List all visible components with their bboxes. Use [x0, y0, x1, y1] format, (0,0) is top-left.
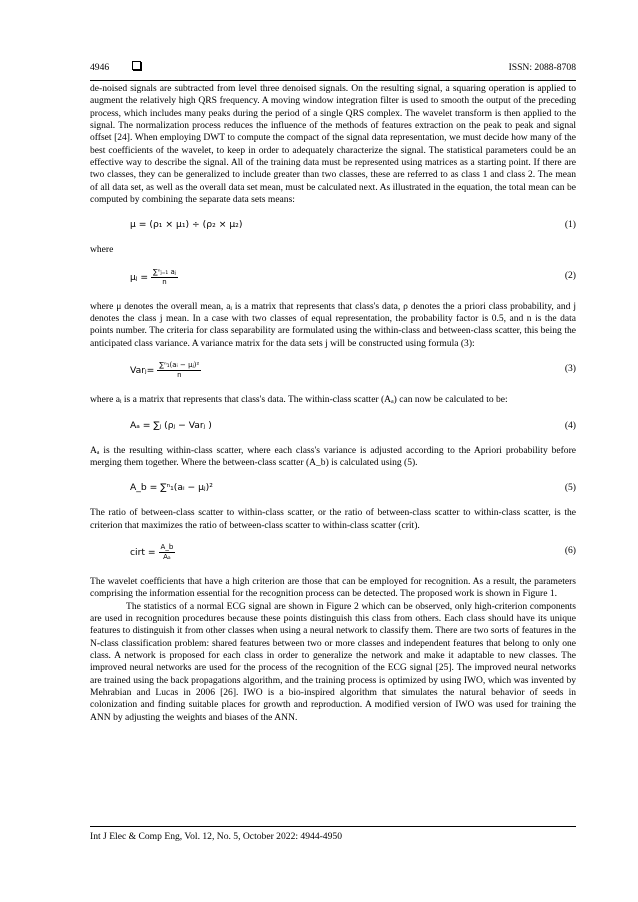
page-header	[90, 60, 576, 81]
equation-2-numerator: ∑ⁿⱼ₌₁ aⱼ	[153, 267, 176, 276]
paragraph-5: The ratio of between-class scatter to within-class scatter, or the ratio of between-class scatter to within-class scatter, is the criterion that maximizes the ratio of between-class scatter to within-class scatter (crit).	[90, 507, 576, 531]
equation-4-number: (4)	[564, 419, 576, 431]
paragraph-3: where aᵢ is a matrix that represents that class's data. The within-class scatter (Aₐ) can now be calculated to be:	[90, 394, 508, 406]
equation-6-number: (6)	[564, 544, 576, 556]
equation-2-denominator: n	[162, 277, 167, 286]
paragraph-where: where	[90, 244, 114, 256]
equation-1-number: (1)	[564, 219, 576, 231]
equation-2-lhs: μⱼ =	[130, 271, 149, 283]
equation-6-fraction	[159, 543, 176, 562]
page-number: 4946	[90, 62, 110, 73]
equation-2-number: (2)	[564, 269, 576, 281]
equation-3-fraction	[157, 361, 201, 380]
equation-6	[90, 543, 576, 565]
equation-3-expression	[130, 361, 201, 380]
equation-5	[90, 480, 576, 496]
equation-6-denominator: Aₐ	[163, 552, 171, 561]
equation-2	[90, 268, 576, 290]
body-text	[90, 83, 576, 724]
equation-4-expression: Aₐ = ∑ⱼ (ρⱼ − Varⱼ )	[130, 419, 212, 431]
equation-3	[90, 361, 576, 383]
equation-5-expression: A_b = ∑ⁿ₁(aᵢ − μⱼ)²	[130, 482, 213, 494]
paragraph-6: The wavelet coefficients that have a high criterion are those that can be employed for recognition. As a result, the parameters comprising the information essential for the recognition process can be detected. The proposed work is shown in Figure 1.	[90, 575, 576, 600]
equation-4	[90, 418, 576, 434]
equation-6-numerator: A_b	[160, 542, 174, 551]
paragraph-4: Aₐ is the resulting within-class scatter, where each class's variance is adjusted according to the Apriori probability before merging them together. Where the between-class scatter (A_b) is calculated using (5).	[90, 444, 576, 468]
page-footer	[90, 826, 576, 842]
equation-3-denominator: n	[177, 371, 182, 380]
equation-5-number: (5)	[564, 482, 576, 494]
paragraph-2: where μ denotes the overall mean, aᵢ is a matrix that represents that class's data, ρ denotes the a priori class probability, and j denotes the class j mean. In a case with two classes of equal representation, the probability factor is 0.5, and n is the data points number. The criteria for class separability are formulated using the within-class and between-class scatter, this being the anticipated class variance. A variance matrix for the data sets j will be constructed using formula (3):	[90, 300, 576, 349]
equation-6-expression	[130, 543, 175, 562]
equation-2-fraction	[151, 268, 178, 287]
equation-1	[90, 217, 576, 233]
paragraph-1: de-noised signals are subtracted from level three denoised signals. On the resulting signal, a squaring operation is applied to augment the relatively high QRS frequency. A moving window integration filter is used to smooth the output of the preceding process, which includes many peaks during the period of a single QRS complex. The wavelet transform is then applied to the signal. The normalization process reduces the influence of the methods of features extraction on the peak to peak and signal offset [24]. When employing DWT to compute the compact of the signal data representation, we must decide how many of the best coefficients of the wavelet, to keep in order to adequately characterize the signal. The statistical parameters could be an effective way to describe the signal. All of the training data must be represented using matrices as a starting point. If there are two classes, they can be generalized to include greater than two classes, these are referred to as class 1 and class 2. The mean of all data set, as well as the overall data set mean, must be calculated next. As illustrated in the equation, the total mean can be computed by combining the separate data sets means:	[90, 83, 576, 206]
issn: ISSN: 2088-8708	[508, 62, 576, 73]
equation-3-number: (3)	[564, 363, 576, 375]
footer-citation: Int J Elec & Comp Eng, Vol. 12, No. 5, October 2022: 4944-4950	[90, 831, 342, 842]
equation-3-numerator: ∑ⁿ₁(aᵢ − μⱼ)²	[159, 361, 200, 370]
equation-2-expression	[130, 268, 178, 287]
square-icon	[132, 61, 141, 70]
equation-6-lhs: cirt =	[130, 546, 156, 558]
paragraph-7: The statistics of a normal ECG signal are shown in Figure 2 which can be observed, only high-criterion components are used in recognition procedures because these points distinguish this class from others. Each class should have its unique features to distinguish it from other classes when using a neural network to classify them. There are two sorts of features in the N-class classification problem: shared features between two or more classes and independent features that belong to only one class. A network is proposed for each class in order to generalize the network and make it adaptable to new classes. The improved neural networks are used for the process of the recognition of the ECG signal [25]. The improved neural networks are trained using the back propagations algorithm, and the training process is optimized by using IWO, which was invented by Mehrabian and Lucas in 2006 [26]. IWO is a bio-inspired algorithm that simulates the natural behavior of seeds in colonization and finding suitable places for growth and reproduction. A modified version of IWO was used for training the ANN by adjusting the weights and biases of the ANN.	[90, 600, 576, 723]
equation-3-lhs: Varⱼ=	[130, 365, 155, 377]
equation-1-expression: μ = (ρ₁ × μ₁) ÷ (ρ₂ × μ₂)	[130, 219, 243, 231]
